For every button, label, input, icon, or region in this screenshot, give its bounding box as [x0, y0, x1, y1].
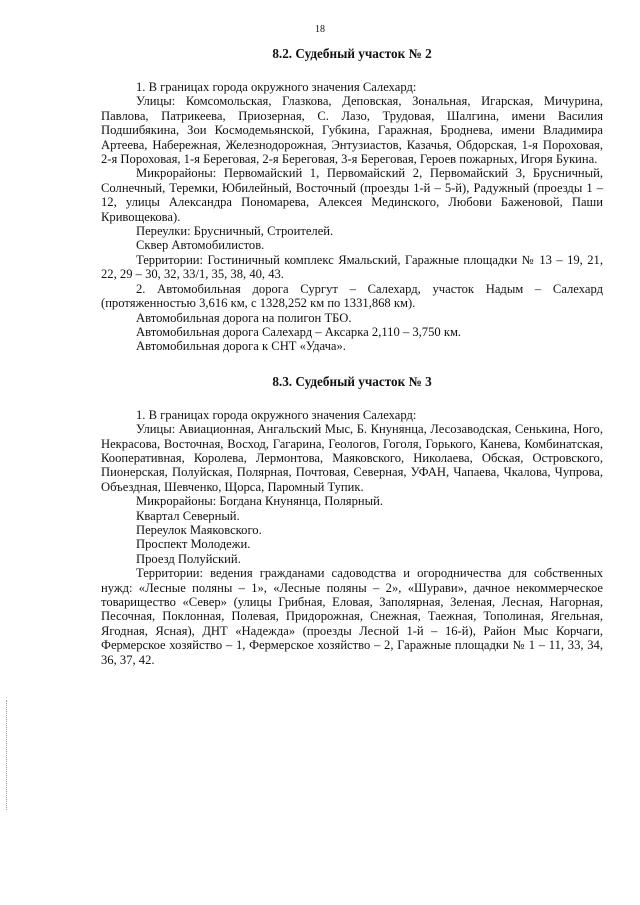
- section-body: [101, 80, 603, 354]
- section-heading: 8.2. Судебный участок № 2: [272, 46, 432, 61]
- paragraph: Сквер Автомобилистов.: [136, 238, 265, 253]
- margin-mark: [6, 700, 9, 810]
- paragraph: Проспект Молодежи.: [136, 537, 251, 552]
- paragraph: Переулки: Брусничный, Строителей.: [136, 224, 334, 239]
- page-number: 18: [315, 24, 325, 35]
- paragraph: Переулок Маяковского.: [136, 522, 262, 537]
- paragraph: Территории: Гостиничный комплекс Ямальский, Гаражные площадки № 13 – 19, 21, 22, 29 – 30, 32, 33/1, 35, 38, 40, 43.: [101, 252, 603, 282]
- paragraph: Квартал Северный.: [136, 508, 240, 523]
- paragraph: Автомобильная дорога Салехард – Аксарка 2,110 – 3,750 км.: [136, 324, 462, 339]
- paragraph: Улицы: Авиационная, Ангальский Мыс, Б. Кнунянца, Лесозаводская, Сенькина, Ного, Некрасова, Восточная, Восход, Гагарина, Геологов, Гоголя, Горького, Канева, Комбинатская, Кооперативная, Королева, Лермонтова, Маяковского, Николаева, Обская, Островского, Пионерская, Полуйская, Полярная, Почтовая, Северная, УФАН, Чапаева, Чкалова, Чупрова, Объездная, Шевченко, Щорса, Паромный Тупик.: [101, 422, 603, 494]
- section-body: [101, 408, 603, 667]
- paragraph: Территории: ведения гражданами садоводства и огородничества для собственных нужд: «Лесные поляны – 1», «Лесные поляны – 2», «Шурави», дачное некоммерческое товарищество «Север» (улицы Грибная, Еловая, Заполярная, Зеленая, Лесная, Нагорная, Песочная, Поклонная, Полевая, Придорожная, Снежная, Таежная, Тополиная, Ягельная, Ягодная, Ясная), ДНТ «Надежда» (проезды Лесной 1-й – 16-й), Район Мыс Корчаги, Фермерское хозяйство – 1, Фермерское хозяйство – 2, Гаражные площадки № 1 – 11, 33, 34, 36, 37, 42.: [101, 566, 603, 667]
- paragraph: Автомобильная дорога к СНТ «Удача».: [136, 339, 346, 354]
- paragraph: 1. В границах города окружного значения Салехард:: [136, 80, 417, 94]
- paragraph: 1. В границах города окружного значения Салехард:: [136, 407, 417, 422]
- paragraph: Автомобильная дорога на полигон ТБО.: [136, 310, 352, 325]
- paragraph: Микрорайоны: Богдана Кнунянца, Полярный.: [136, 494, 383, 509]
- paragraph: Микрорайоны: Первомайский 1, Первомайский 2, Первомайский 3, Брусничный, Солнечный, Теремки, Юбилейный, Восточный (проезды 1-й – 5-й), Радужный (проезды 1 – 12, улицы Александра Пономарева, Алексея Мединского, Любови Баженовой, Паши Кривощекова).: [101, 166, 603, 224]
- section-heading: 8.3. Судебный участок № 3: [272, 373, 432, 389]
- paragraph: 2. Автомобильная дорога Сургут – Салехард, участок Надым – Салехард (протяженностью 3,616 км, с 1328,252 км по 1331,868 км).: [101, 281, 603, 311]
- paragraph: Улицы: Комсомольская, Глазкова, Деповская, Зональная, Игарская, Мичурина, Павлова, Патрикеева, Приозерная, С. Лазо, Трудовая, Шалгина, имени Василия Подшибякина, Зои Космодемьянской, Губкина, Гаражная, Броднева, имени Владимира Артеева, Набережная, Железнодорожная, Энтузиастов, Казачья, Обдорская, 1-я Пороховая, 2-я Пороховая, 1-я Береговая, 2-я Береговая, 3-я Береговая, Героев пожарных, Игоря Букина.: [101, 94, 603, 167]
- document-body: [101, 44, 603, 667]
- paragraph: Проезд Полуйский.: [136, 551, 241, 566]
